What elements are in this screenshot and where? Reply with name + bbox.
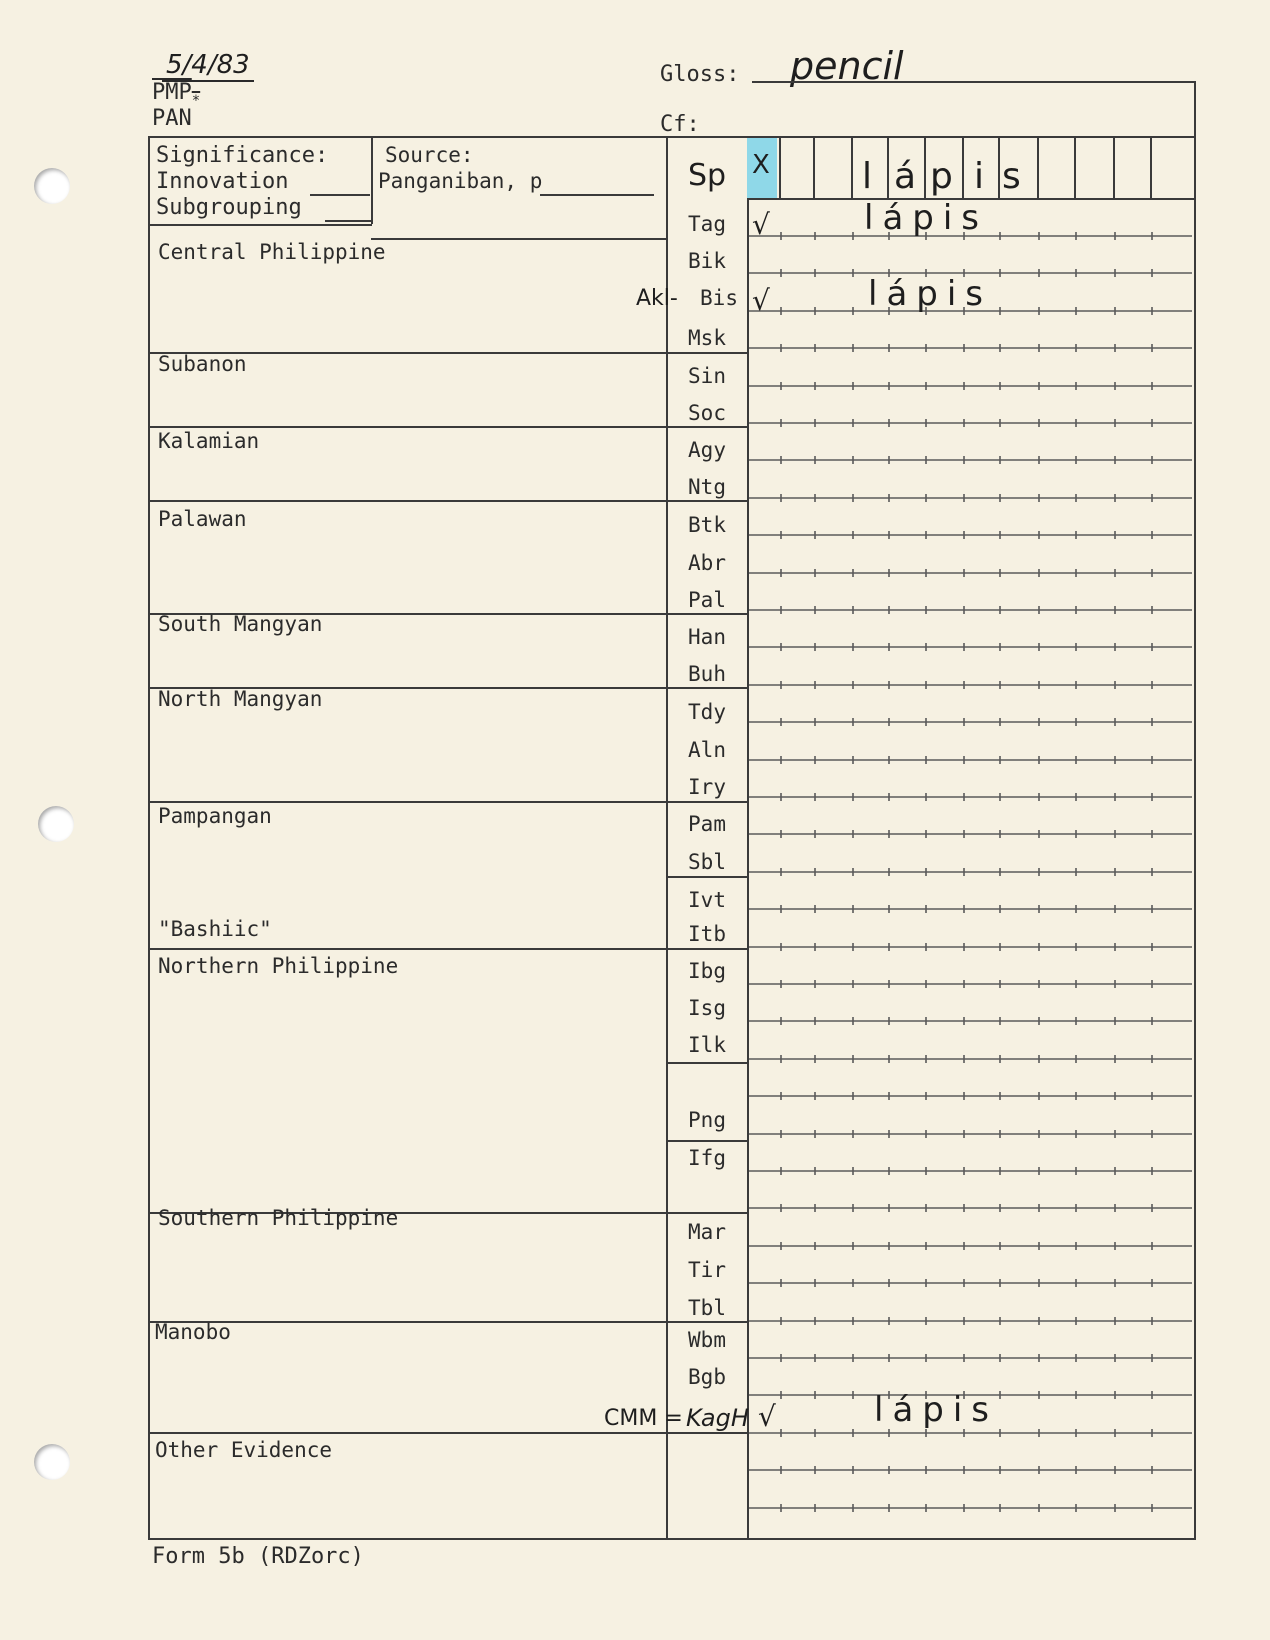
lang-tbl: Tbl: [688, 1296, 726, 1320]
cf-label: Cf:: [660, 112, 700, 137]
lang-abr: Abr: [688, 551, 726, 575]
significance-title: Significance:: [156, 143, 329, 168]
lang-ntg: Ntg: [688, 475, 726, 499]
gloss-label: Gloss:: [660, 62, 740, 87]
lang-bik: Bik: [688, 249, 726, 273]
group-manobo: Manobo: [155, 1320, 231, 1344]
pmp-text: PMP: [152, 80, 192, 105]
group-bashiic: "Bashiic": [158, 917, 272, 941]
bis-check: √: [752, 284, 770, 317]
sp-letter-3: p: [930, 156, 953, 197]
tag-entry: lápis: [864, 198, 989, 238]
lang-pal: Pal: [688, 588, 726, 612]
lang-sin: Sin: [688, 364, 726, 388]
group-palawan: Palawan: [158, 507, 247, 531]
bis-entry: lápis: [868, 274, 993, 314]
lang-sbl: Sbl: [688, 850, 726, 874]
lang-ibg: Ibg: [688, 959, 726, 983]
sp-letter-1: l: [862, 156, 873, 197]
sp-letter-5: s: [1002, 156, 1021, 197]
lang-tag: Tag: [688, 212, 726, 236]
lang-wbm: Wbm: [688, 1328, 726, 1352]
lang-btk: Btk: [688, 513, 726, 537]
subgrouping-label: Subgrouping: [156, 195, 302, 220]
lang-soc: Soc: [688, 401, 726, 425]
lang-isg: Isg: [688, 996, 726, 1020]
lang-tir: Tir: [688, 1258, 726, 1282]
lang-ilk: Ilk: [688, 1033, 726, 1057]
lang-msk: Msk: [688, 326, 726, 350]
tag-check: √: [752, 208, 770, 241]
lang-iry: Iry: [688, 775, 726, 799]
group-pampangan: Pampangan: [158, 804, 272, 828]
lang-bis: Bis: [700, 286, 738, 310]
lang-kagh: KagH: [686, 1404, 749, 1432]
date: 5/4/83: [162, 50, 254, 82]
group-north-mangyan: North Mangyan: [158, 687, 323, 711]
gloss-value: pencil: [790, 44, 904, 88]
lang-bgb: Bgb: [688, 1365, 726, 1389]
lang-han: Han: [688, 625, 726, 649]
sp-letter-4: i: [974, 156, 985, 197]
form-footer: Form 5b (RDZorc): [152, 1544, 364, 1569]
lang-kagh-prefix: CMM =: [604, 1406, 683, 1431]
group-southern-philippine: Southern Philippine: [158, 1206, 399, 1230]
group-other-evidence: Other Evidence: [155, 1438, 333, 1462]
source-label: Source:: [385, 143, 474, 167]
lang-agy: Agy: [688, 438, 726, 462]
pan-label: PAN: [152, 106, 192, 131]
lang-ivt: Ivt: [688, 888, 726, 912]
lang-pam: Pam: [688, 812, 726, 836]
lang-mar: Mar: [688, 1220, 726, 1244]
lang-ifg: Ifg: [688, 1146, 726, 1170]
lang-aln: Aln: [688, 738, 726, 762]
source-value: Panganiban, p: [378, 169, 543, 193]
group-northern-philippine: Northern Philippine: [158, 954, 399, 978]
sp-mark: X: [752, 150, 770, 180]
group-south-mangyan: South Mangyan: [158, 612, 323, 636]
lang-itb: Itb: [688, 922, 726, 946]
lang-png: Png: [688, 1108, 726, 1132]
lang-buh: Buh: [688, 662, 726, 686]
kagh-check: √: [758, 1400, 776, 1433]
sp-letter-2: á: [894, 156, 917, 197]
lang-tdy: Tdy: [688, 700, 726, 724]
group-subanon: Subanon: [158, 352, 247, 376]
innovation-label: Innovation: [156, 169, 289, 194]
group-kalamian: Kalamian: [158, 429, 260, 453]
kagh-entry: lápis: [874, 1390, 999, 1430]
group-central-philippine: Central Philippine: [158, 240, 386, 264]
pmp-mark: *: [191, 93, 201, 109]
sp-label: Sp: [688, 158, 727, 193]
lang-bis-prefix: Akl-: [636, 286, 678, 311]
